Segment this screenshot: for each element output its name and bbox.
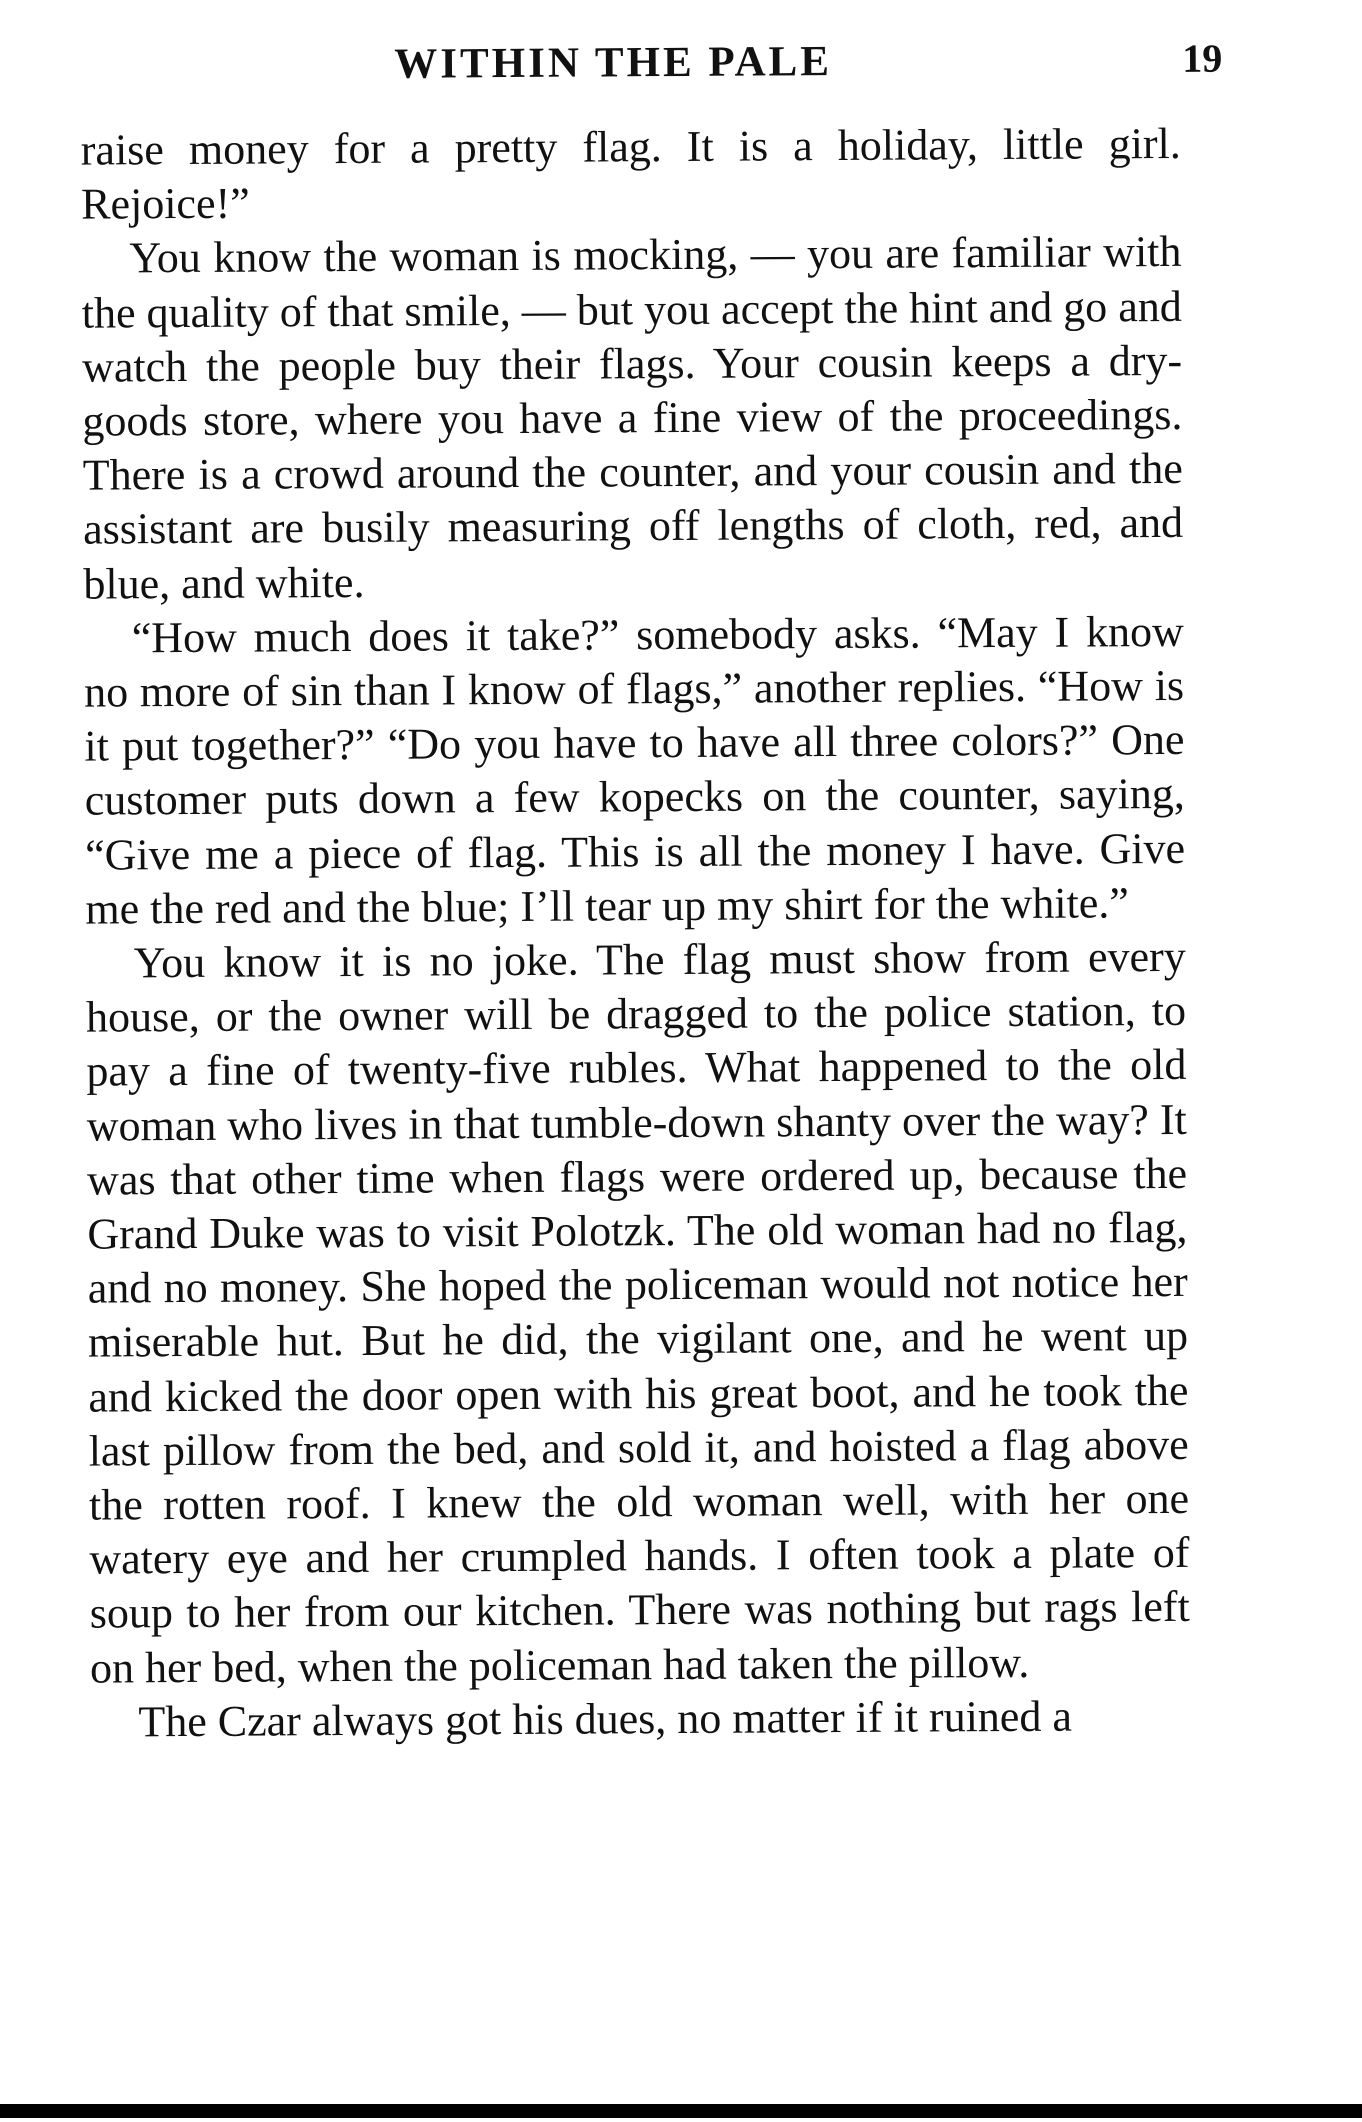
paragraph-final: The Czar always got his dues, no matter if it ruined a [138, 1691, 1073, 1747]
body-text [81, 117, 1191, 1750]
paragraph: “How much does it take?” somebody asks. “May I know no more of sin than I know of flags,” another replies. “How is it put together?” “Do you have to have all three colors?” One customer puts down a few kopecks on the counter, saying, “Give me a piece of flag. This is all the money I have. Give me the red and the blue; I’ll tear up my shirt for the white.” [83, 606, 1186, 934]
paragraph-continued: raise money for a pretty flag. It is a holiday, little girl. Rejoice!” [80, 118, 1181, 229]
paragraph: You know the woman is mocking, — you are familiar with the quality of that smile, — but you accept the hint and go and watch the people buy their flags. Your cousin keeps a dry-goods store, where you have a fine view of the proceedings. There is a crowd around the counter, and your cousin and the assistant are busily measuring off lengths of cloth, red, and blue, and white. [81, 227, 1184, 609]
running-title: WITHIN THE PALE [394, 38, 833, 88]
scan-edge-bar [0, 2104, 1362, 2118]
running-head [74, 35, 1223, 102]
page-number: 19 [1182, 35, 1223, 81]
paragraph: You know it is no joke. The flag must show from every house, or the owner will be dragged to the police station, to pay a fine of twenty-five rubles. What happened to the old woman who lives in that tumble-down shanty over the way? It was that other time when flags were ordered up, because the Grand Duke was to visit Polotzk. The old woman had no flag, and no money. She hoped the policeman would not notice her miserable hut. But he did, the vigilant one, and he went up and kicked the door open with his great boot, and he took the last pillow from the bed, and sold it, and hoisted a flag above the rotten roof. I knew the old woman well, with her one watery eye and her crumpled hands. I often took a plate of soup to her from our kitchen. There was nothing but rags left on her bed, when the policeman had taken the pillow. [85, 931, 1190, 1693]
